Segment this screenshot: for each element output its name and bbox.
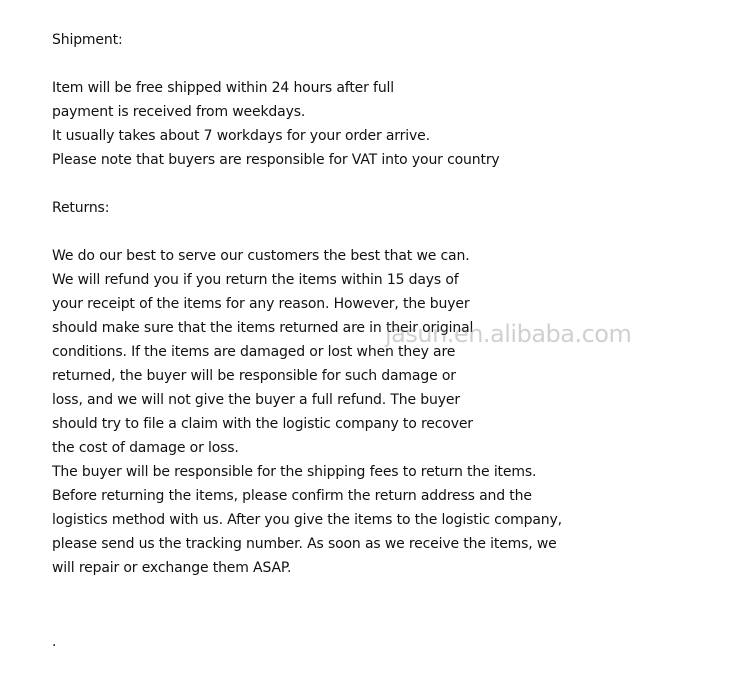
returns-line: the cost of damage or loss. <box>52 440 239 456</box>
shipment-line: Item will be free shipped within 24 hours after full <box>52 80 395 96</box>
trailing-mark: . <box>52 634 57 650</box>
spacer <box>52 172 732 196</box>
returns-line: please send us the tracking number. As soon as we receive the items, we <box>52 536 557 552</box>
returns-line: conditions. If the items are damaged or lost when they are <box>52 344 456 360</box>
returns-line: should make sure that the items returned are in their original <box>52 320 474 336</box>
policy-document <box>52 28 732 580</box>
shipment-line: Please note that buyers are responsible for VAT into your country <box>52 152 500 168</box>
returns-line: will repair or exchange them ASAP. <box>52 560 292 576</box>
spacer <box>52 52 732 76</box>
shipment-section <box>52 76 732 172</box>
shipment-line: payment is received from weekdays. <box>52 104 306 120</box>
spacer <box>52 220 732 244</box>
returns-line: We will refund you if you return the items within 15 days of <box>52 272 459 288</box>
returns-section <box>52 244 732 580</box>
returns-line: We do our best to serve our customers the best that we can. <box>52 248 470 264</box>
shipment-line: It usually takes about 7 workdays for your order arrive. <box>52 128 430 144</box>
watermark: jasun.en.alibaba.com <box>385 320 632 348</box>
returns-heading: Returns: <box>52 200 110 216</box>
returns-line: should try to file a claim with the logistic company to recover <box>52 416 473 432</box>
returns-line: logistics method with us. After you give the items to the logistic company, <box>52 512 562 528</box>
returns-line: The buyer will be responsible for the shipping fees to return the items. <box>52 464 537 480</box>
returns-line: returned, the buyer will be responsible for such damage or <box>52 368 456 384</box>
returns-line: loss, and we will not give the buyer a full refund. The buyer <box>52 392 460 408</box>
returns-line: Before returning the items, please confirm the return address and the <box>52 488 532 504</box>
shipment-heading: Shipment: <box>52 32 123 48</box>
returns-line: your receipt of the items for any reason. However, the buyer <box>52 296 470 312</box>
